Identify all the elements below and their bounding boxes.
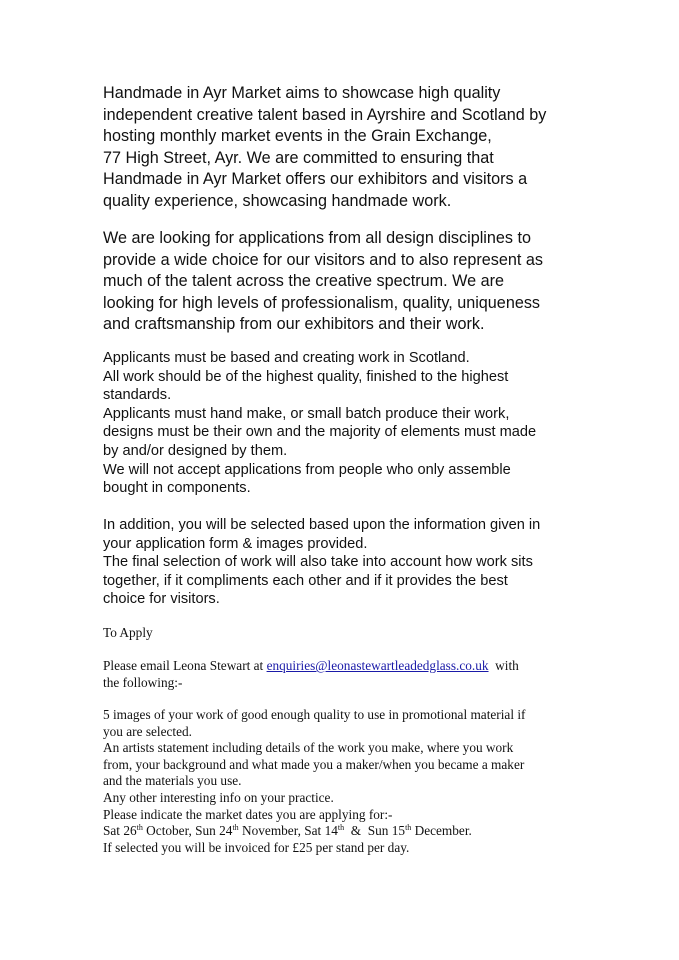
- intro-line: hosting monthly market events in the Grain Exchange,: [103, 127, 492, 146]
- invoice-line: If selected you will be invoiced for £25 per stand per day.: [103, 839, 410, 855]
- date-ordinal: th: [136, 823, 143, 833]
- looking-for-line: provide a wide choice for our visitors and to also represent as: [103, 250, 543, 269]
- criteria-line: standards.: [103, 387, 172, 404]
- criteria-line: Applicants must be based and creating work in Scotland.: [103, 350, 470, 366]
- requirement-line: Please indicate the market dates you are applying for:-: [103, 806, 393, 822]
- date-text: & Sun 15: [344, 823, 406, 839]
- intro-paragraph: [103, 83, 583, 213]
- email-link[interactable]: enquiries@leonastewartleadedglass.co.uk: [266, 658, 489, 673]
- apply-heading: To Apply: [103, 625, 153, 640]
- selection-line: The final selection of work will also take into account how work sits: [103, 554, 533, 571]
- looking-for-line: and craftsmanship from our exhibitors and their work.: [103, 315, 485, 334]
- selection-line: together, if it compliments each other and if it provides the best: [103, 572, 508, 589]
- intro-line: independent creative talent based in Ayrshire and Scotland by: [103, 105, 547, 124]
- market-dates-line: [103, 823, 583, 840]
- looking-for-paragraph: [103, 228, 583, 336]
- date-text: October, Sun 24: [142, 823, 233, 839]
- criteria-line: We will not accept applications from people who only assemble: [103, 461, 511, 478]
- looking-for-line: much of the talent across the creative spectrum. We are: [103, 272, 504, 291]
- date-ordinal: th: [405, 823, 412, 833]
- requirement-line: from, your background and what made you a maker/when you became a maker: [103, 756, 525, 772]
- date-text: December.: [411, 823, 472, 839]
- selection-paragraph: [103, 516, 573, 609]
- date-text: Sat 26: [103, 823, 137, 839]
- date-ordinal: th: [337, 823, 345, 833]
- date-text: November, Sat 14: [238, 823, 338, 839]
- selection-line: In addition, you will be selected based upon the information given in: [103, 517, 541, 533]
- intro-line: quality experience, showcasing handmade work.: [103, 191, 452, 210]
- intro-line: 77 High Street, Ayr. We are committed to ensuring that: [103, 148, 494, 167]
- criteria-line: All work should be of the highest quality, finished to the highest: [103, 368, 509, 385]
- requirement-line: 5 images of your work of good enough quality to use in promotional material if: [103, 707, 526, 722]
- email-instruction: [103, 658, 583, 691]
- criteria-line: Applicants must hand make, or small batch produce their work,: [103, 405, 510, 422]
- email-suffix: with: [488, 658, 519, 673]
- requirement-line: Any other interesting info on your practice.: [103, 789, 334, 805]
- criteria-line: by and/or designed by them.: [103, 442, 288, 459]
- intro-line: Handmade in Ayr Market aims to showcase high quality: [103, 84, 501, 102]
- requirements-list: [103, 707, 583, 856]
- selection-line: your application form & images provided.: [103, 535, 368, 552]
- criteria-line: bought in components.: [103, 480, 251, 497]
- email-prefix: Please email Leona Stewart at: [103, 658, 267, 673]
- looking-for-line: looking for high levels of professionalism, quality, uniqueness: [103, 293, 541, 312]
- requirement-line: An artists statement including details of the work you make, where you work: [103, 740, 514, 756]
- criteria-paragraph: [103, 349, 573, 498]
- criteria-line: designs must be their own and the majority of elements must made: [103, 424, 537, 441]
- requirement-line: and the materials you use.: [103, 773, 242, 789]
- looking-for-line: We are looking for applications from all design disciplines to: [103, 229, 531, 247]
- email-line: [103, 658, 583, 675]
- email-line-2: the following:-: [103, 674, 183, 690]
- selection-line: choice for visitors.: [103, 591, 220, 608]
- requirement-line: you are selected.: [103, 723, 192, 739]
- date-ordinal: th: [232, 823, 239, 833]
- intro-line: Handmade in Ayr Market offers our exhibitors and visitors a: [103, 170, 528, 189]
